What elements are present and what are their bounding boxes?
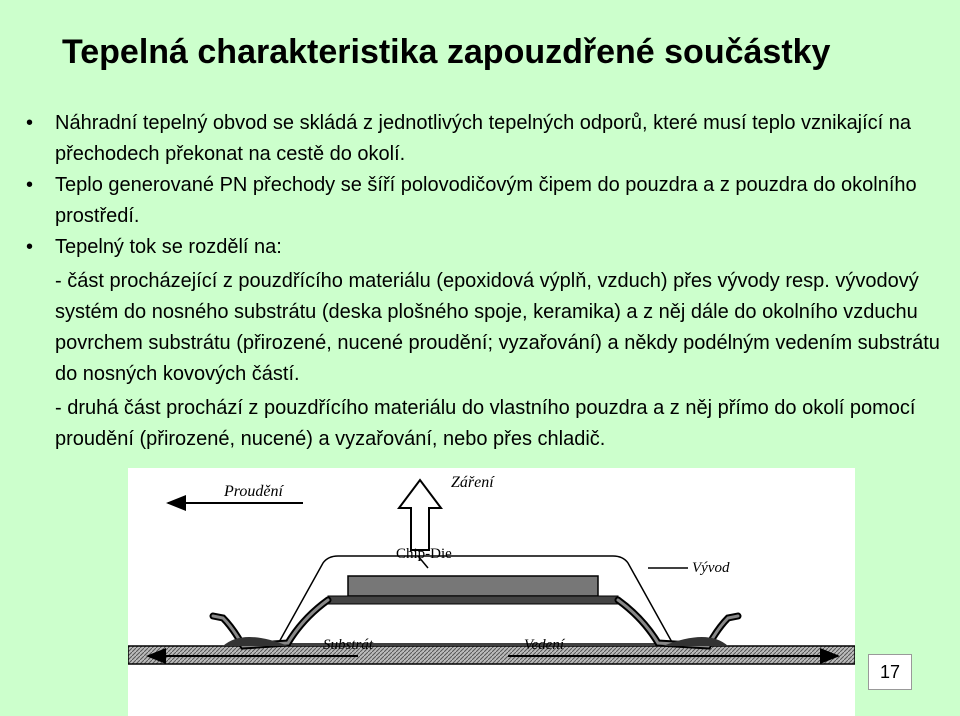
radiation-arrow-icon [399,480,441,550]
bullet-item: • Náhradní tepelný obvod se skládá z jednotlivých tepelných odporů, které musí teplo vznikající na přechodech překonat na cestě do okolí. [22,108,942,170]
package-heat-flow-diagram [128,468,855,716]
bullet-item: • Tepelný tok se rozdělí na: [22,232,942,263]
bullet-list [22,108,942,455]
dash-item: - druhá část prochází z pouzdřícího materiálu do vlastního pouzdra a z něj přímo do okolí pomocí proudění (přirozené, nucené) a vyzařování, nebo přes chladič. [55,397,916,450]
die-pad [328,596,618,604]
dash-item: - část procházející z pouzdřícího materiálu (epoxidová výplň, vzduch) přes vývody resp. vývodový systém do nosného substrátu (deska plošného spoje, keramika) a z něj dále do okolního vzduchu povrchem substrátu (přirozené, nucené proudění; vyzařování) a někdy podélným vedením substrátu do nosných kovových částí. [55,270,940,385]
bullet-item: • Teplo generované PN přechody se šíří polovodičovým čipem do pouzdra a z pouzdra do okolního prostředí. [22,170,942,232]
radiation-label: Záření [451,474,494,491]
lead-label: Vývod [692,560,730,576]
conduction-label: Vedení [524,637,564,653]
convection-label: Proudění [224,483,283,500]
substrate-label: Substrát [323,637,374,653]
chip-label: Chip-Die [396,546,452,562]
slide-title: Tepelná charakteristika zapouzdřené součástky [62,33,831,71]
page-number: 17 [868,654,912,690]
chip-die [348,576,598,596]
